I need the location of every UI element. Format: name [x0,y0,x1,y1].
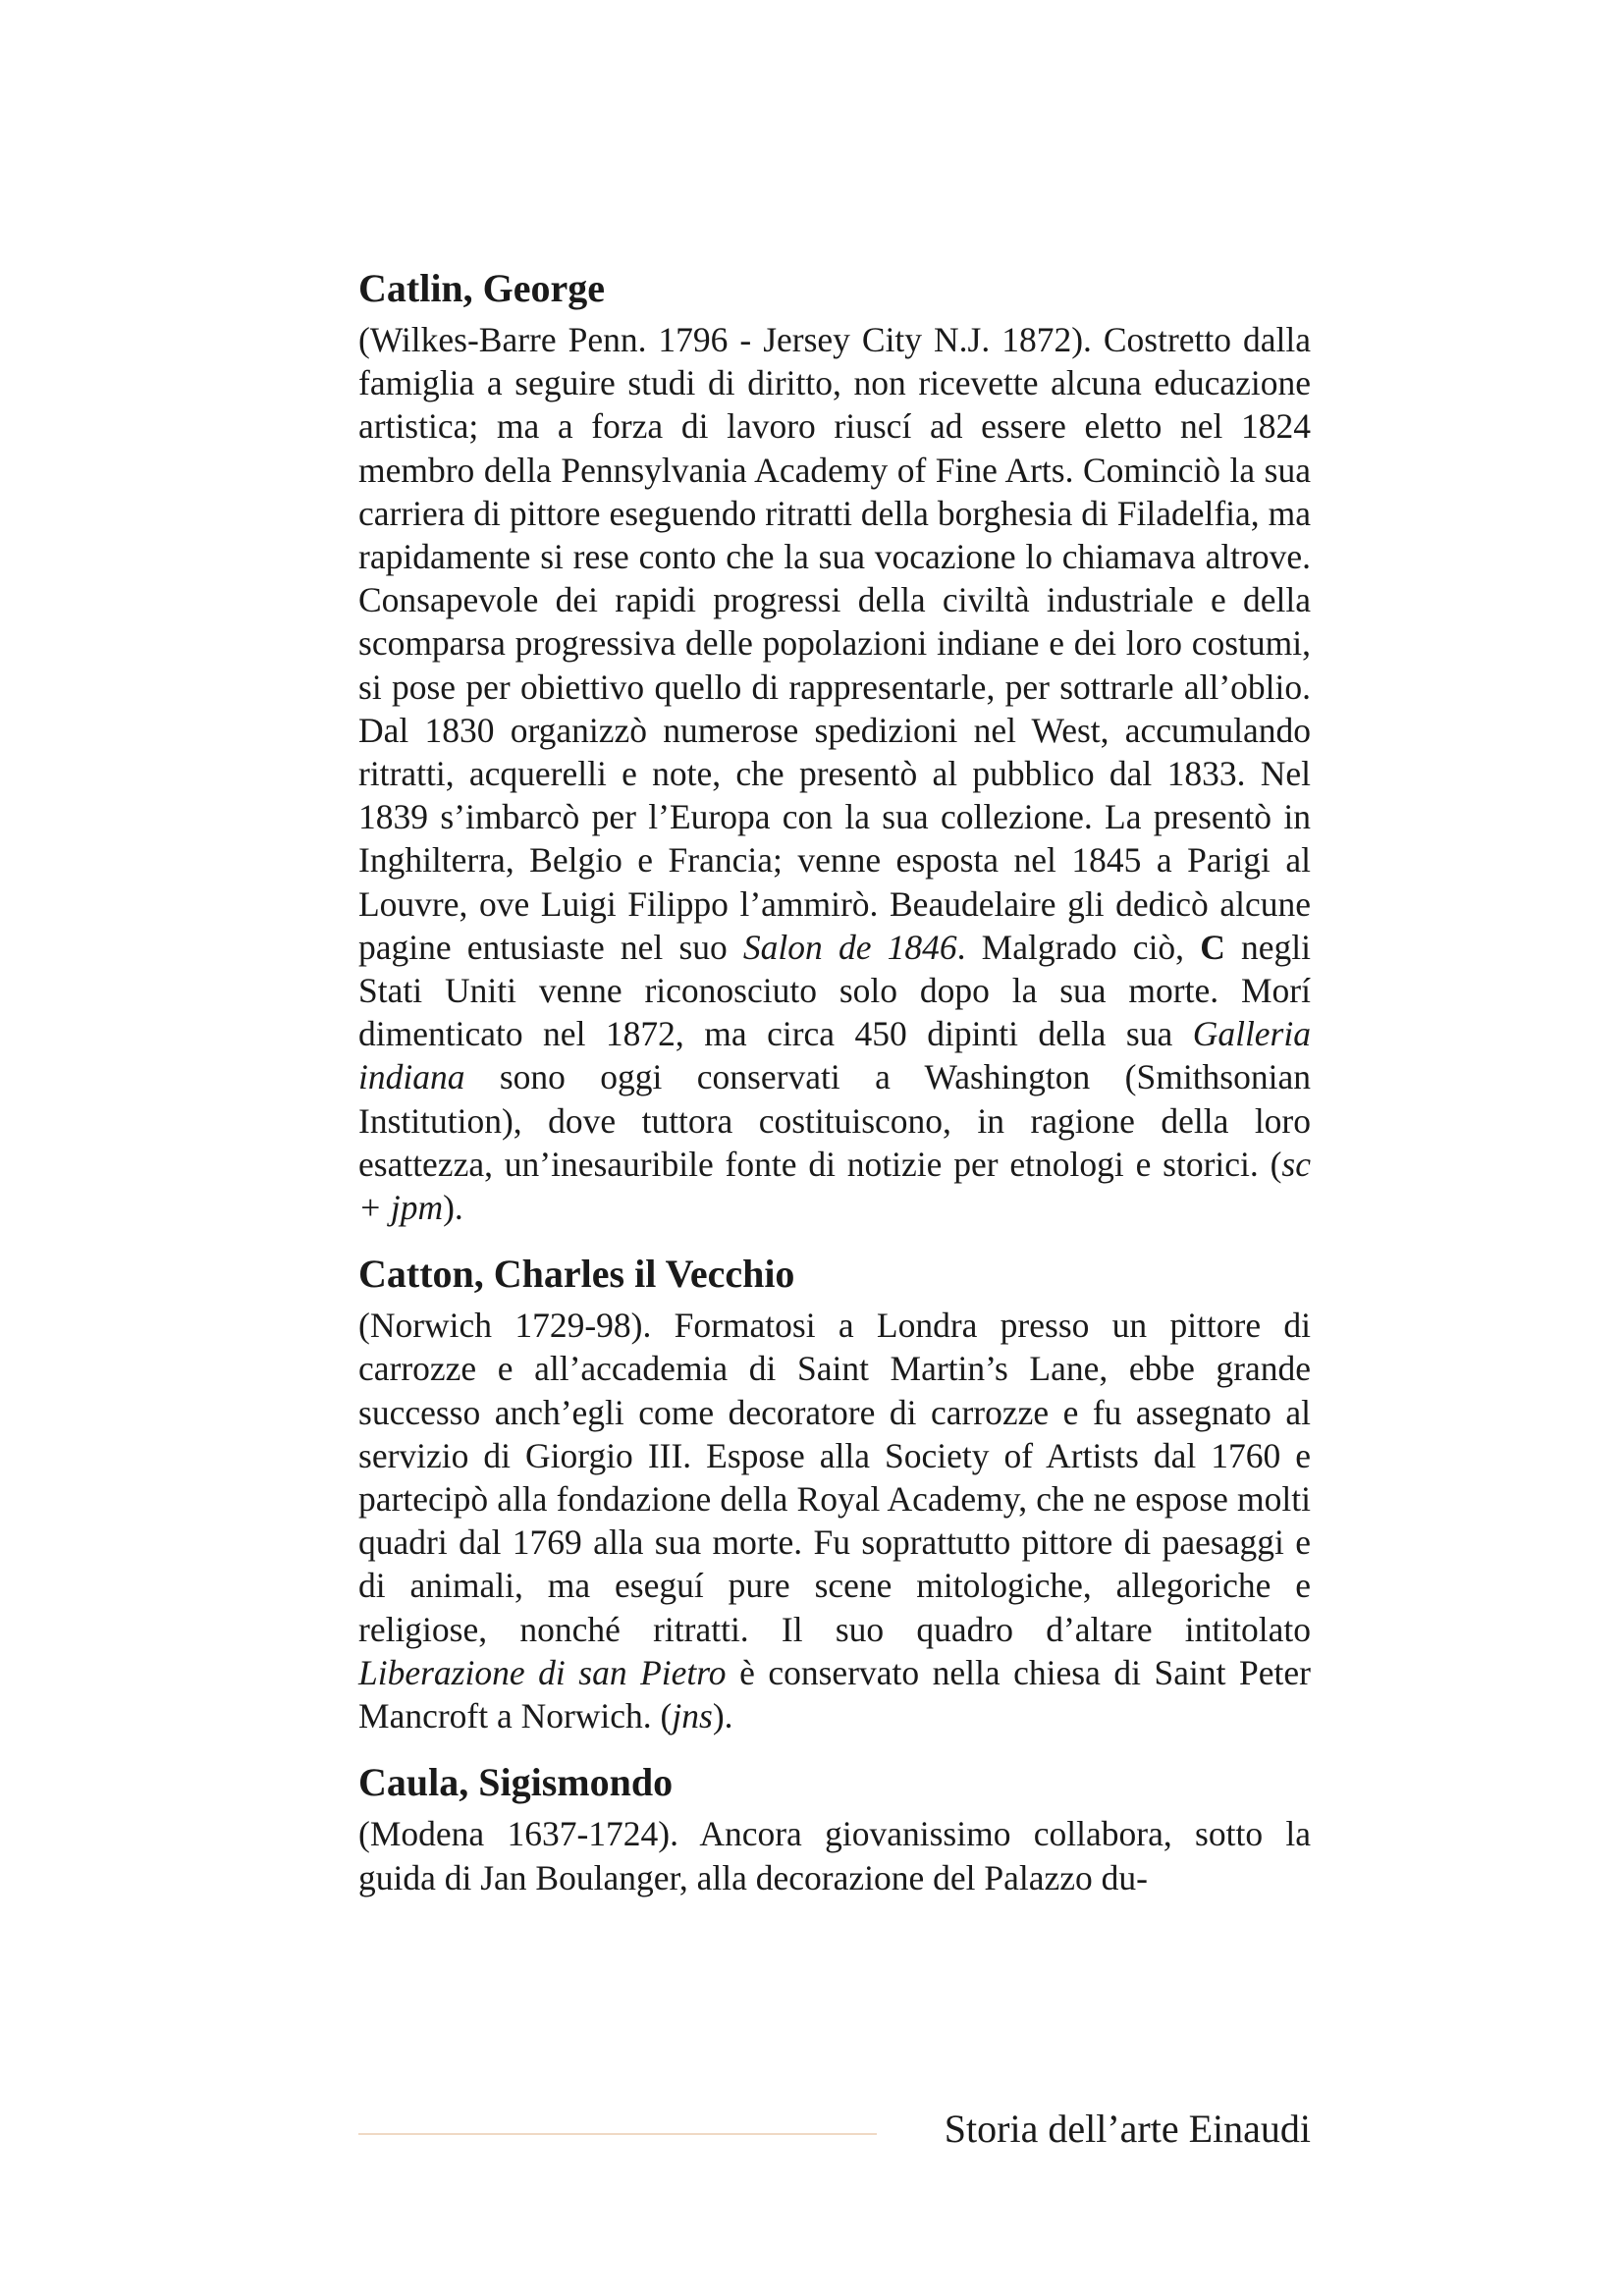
body-text: è conservato nella chiesa di Saint Peter Mancroft a Norwich. ( [358,1652,1311,1736]
body-text: (Norwich 1729-98). Formatosi a Londra presso un pittore di carrozze e all’accademia di Saint Martin’s Lane, ebbe grande successo anch’egli come decoratore di carrozze e fu assegnato al servizio di Giorgio III. Espose alla Society of Artists dal 1760 e partecipò alla fondazione della Royal Academy, che ne espose molti quadri dal 1769 alla sua morte. Fu soprattutto pittore di paesaggi e di animali, ma eseguí pure scene mitologiche, allegoriche e religiose, nonché ritratti. Il suo quadro d’altare intitolato [358,1306,1311,1649]
entry-body [358,1304,1311,1737]
entry-title: Catlin, George [358,266,606,310]
entry-catlin [358,265,1311,1229]
body-text: negli Stati Uniti venne riconosciuto solo dopo la sua morte. Morí dimenticato nel 1872, ma circa 450 dipinti della sua [358,927,1311,1054]
page-content [358,265,1311,1921]
page-footer [358,2096,1311,2155]
body-text: . Malgrado ciò, [956,927,1201,967]
entry-caula [358,1759,1311,1898]
body-text: (Modena 1637-1724). Ancora giovanissimo collabora, sotto la guida di Jan Boulanger, alla decorazione del Palazzo du- [358,1814,1311,1897]
entry-body [358,1812,1311,1898]
entry-body [358,318,1311,1229]
entry-catton [358,1251,1311,1737]
body-text: ). [712,1696,733,1736]
body-italic: Salon de 1846 [742,927,957,967]
body-bold: C [1200,927,1225,967]
body-text: sono oggi conservati a Washington (Smithsonian Institution), dove tuttora costituiscono, in ragione della loro esattezza, un’inesauribile fonte di notizie per etnologi e storici. ( [358,1057,1311,1184]
body-text: (Wilkes-Barre Penn. 1796 - Jersey City N.J. 1872). Costretto dalla famiglia a seguire studi di diritto, non ricevette alcuna educazione artistica; ma a forza di lavoro riuscí ad essere eletto nel 1824 membro della Pennsylvania Academy of Fine Arts. Cominciò la sua carriera di pittore eseguendo ritratti della borghesia di Filadelfia, ma rapidamente si rese conto che la sua vocazione lo chiamava altrove. Consapevole dei rapidi progressi della civiltà industriale e della scomparsa progressiva delle popolazioni indiane e dei loro costumi, si pose per obiettivo quello di rappresentarle, per sottrarle all’oblio. Dal 1830 organizzò numerose spedizioni nel West, accumulando ritratti, acquerelli e note, che presentò al pubblico dal 1833. Nel 1839 s’imbarcò per l’Europa con la sua collezione. La presentò in Inghilterra, Belgio e Francia; venne esposta nel 1845 a Parigi al Louvre, ove Luigi Filippo l’ammirò. Beaudelaire gli dedicò alcune pagine entusiaste nel suo [358,320,1311,967]
entry-title: Catton, Charles il Vecchio [358,1252,795,1297]
body-italic: Liberazione di san Pietro [358,1652,727,1692]
author-initials: jns [672,1696,713,1736]
entry-title: Caula, Sigismondo [358,1760,674,1805]
footer-publication-title: Storia dell’arte Einaudi [944,2107,1311,2151]
body-italic: Galleria indiana [358,1014,1311,1097]
author-initials: sc + jpm [358,1144,1311,1228]
footer-rule [358,2133,877,2135]
body-text: ). [443,1188,463,1228]
